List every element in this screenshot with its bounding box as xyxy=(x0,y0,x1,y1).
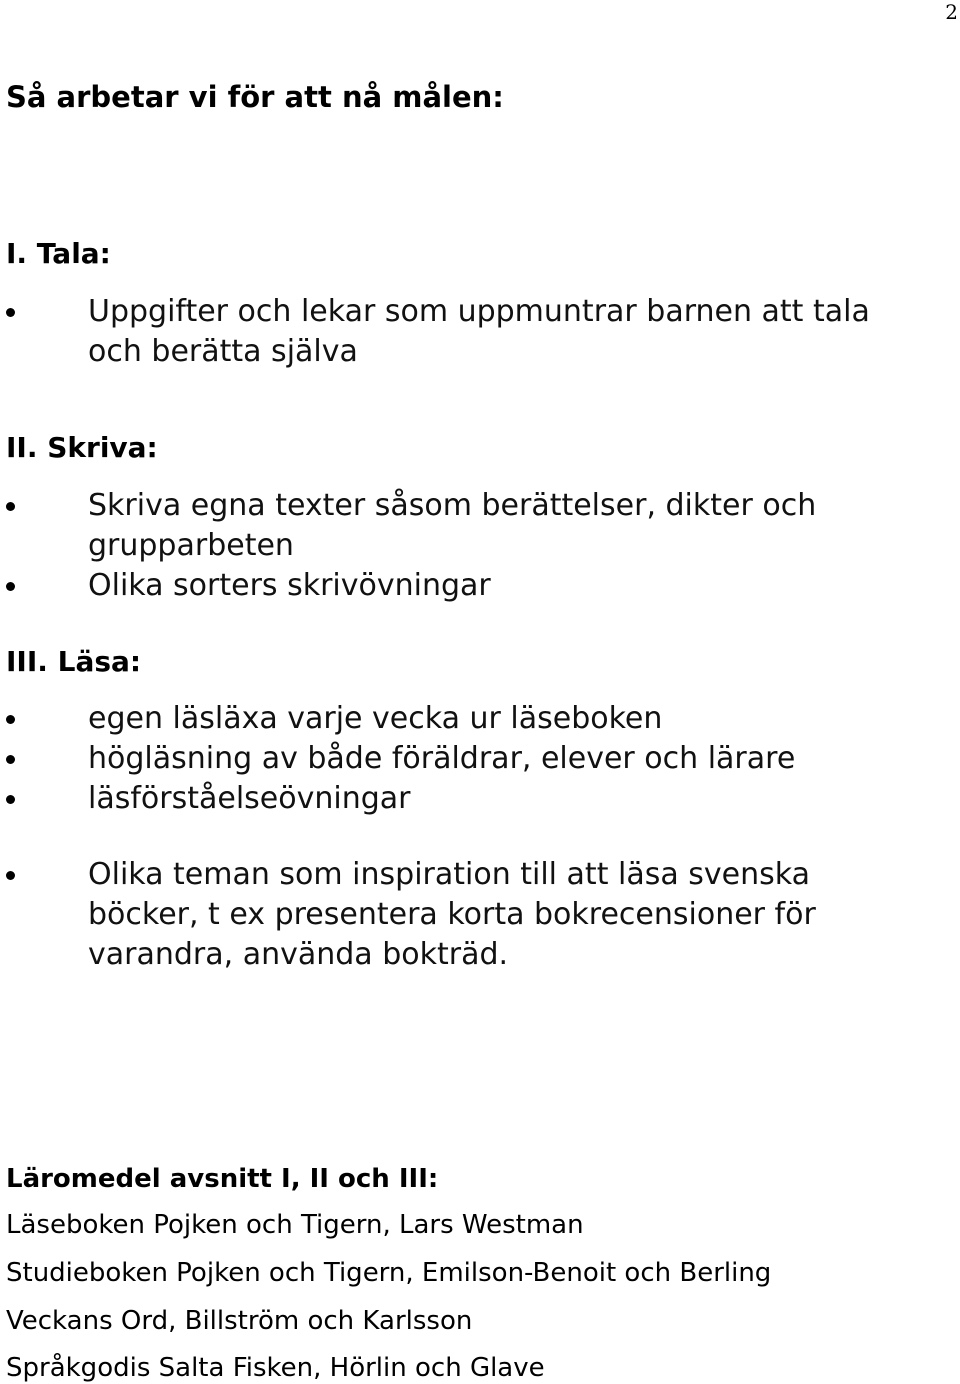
resource-item: Studieboken Pojken och Tigern, Emilson-Benoit och Berling xyxy=(6,1258,772,1288)
list-item-text: Skriva egna texter såsom berättelser, dikter och grupparbeten xyxy=(88,488,817,563)
section-heading-tala: I. Tala: xyxy=(6,237,111,270)
resource-item: Språkgodis Salta Fisken, Hörlin och Glave xyxy=(6,1353,545,1383)
page-title: Så arbetar vi för att nå målen: xyxy=(6,80,504,114)
section-heading-lasa: III. Läsa: xyxy=(6,645,142,678)
list-item xyxy=(0,779,955,819)
list-item xyxy=(0,292,933,372)
resources-heading: Läromedel avsnitt I, II och III: xyxy=(6,1164,439,1194)
list-item-text: Olika teman som inspiration till att läsa svenska böcker, t ex presentera korta bokrecensioner för varandra, använda bokträd. xyxy=(88,857,816,972)
section-list-skriva xyxy=(0,486,955,606)
bullet-icon xyxy=(6,582,15,591)
list-item-text: läsförståelseövningar xyxy=(88,781,411,816)
list-item xyxy=(0,486,933,566)
page-number: 2 xyxy=(945,0,958,24)
list-item xyxy=(0,699,955,739)
resource-item: Veckans Ord, Billström och Karlsson xyxy=(6,1306,473,1336)
list-item-text: Uppgifter och lekar som uppmuntrar barnen att tala och berätta själva xyxy=(88,294,870,369)
resource-item: Läseboken Pojken och Tigern, Lars Westman xyxy=(6,1210,584,1240)
section-list-tala xyxy=(0,292,955,372)
list-item-text: Olika sorters skrivövningar xyxy=(88,568,491,603)
bullet-icon xyxy=(6,755,15,764)
bullet-icon xyxy=(6,795,15,804)
bullet-icon xyxy=(6,715,15,724)
list-item-text: högläsning av både föräldrar, elever och lärare xyxy=(88,741,796,776)
list-item xyxy=(0,739,955,779)
list-item-text: egen läsläxa varje vecka ur läseboken xyxy=(88,701,663,736)
list-item xyxy=(0,566,955,606)
bullet-icon xyxy=(6,308,15,317)
section-list-lasa-extra xyxy=(0,855,955,975)
section-list-lasa xyxy=(0,699,955,819)
bullet-icon xyxy=(6,502,15,511)
list-item xyxy=(0,855,888,975)
section-heading-skriva: II. Skriva: xyxy=(6,431,158,464)
bullet-icon xyxy=(6,871,15,880)
